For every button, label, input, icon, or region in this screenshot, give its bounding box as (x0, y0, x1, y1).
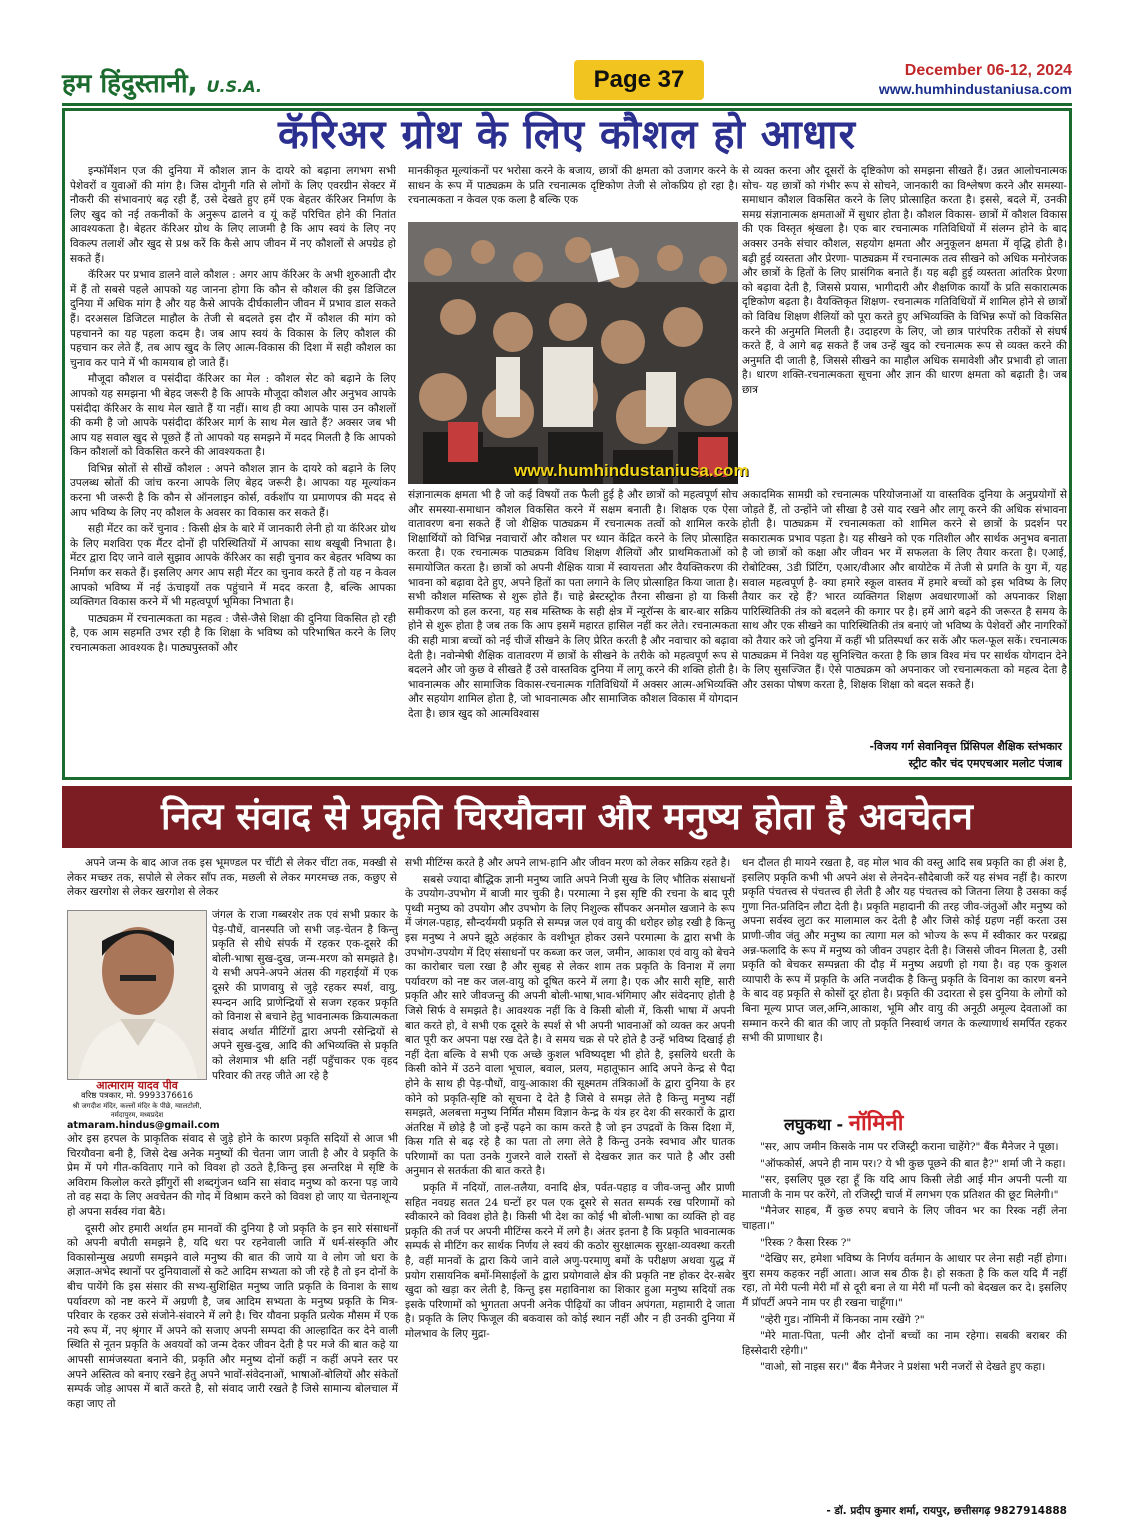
article2-column-2 (405, 856, 735, 1518)
article1-paragraph: से व्यक्त करना और दूसरों के दृष्टिकोण को समझना सीखते हैं। उन्नत आलोचनात्मक सोच- यह छात्रों को गंभीर रूप से सोचने, जानकारी का विश्लेषण करने और समस्या-समाधान कौशल विकसित करने के लिए प्रोत्साहित करता है। इससे, बदले में, उनकी समग्र संज्ञानात्मक क्षमताओं में सुधार होता है। कौशल विकास- छात्रों में कौशल विकास की एक विस्तृत श्रृंखला है। एक बार रचनात्मक गतिविधियों में संलग्न होने के बाद अक्सर उनके संचार कौशल, सहयोग क्षमता और अनुकूलन क्षमता में वृद्धि होती है। बढ़ी हुई व्यस्तता और प्रेरणा- पाठ्यक्रम में रचनात्मक तत्व सीखने को अधिक मनोरंजक और छात्रों के हितों के लिए प्रासंगिक बनाते हैं। यह बढ़ी हुई व्यस्तता आंतरिक प्रेरणा को बढ़ावा देती है, जिससे प्रयास, भागीदारी और शैक्षणिक कार्यों के प्रति सकारात्मक दृष्टिकोण बढ़ता है। वैयक्तिकृत शिक्षण- रचनात्मक गतिविधियों में शामिल होने से छात्रों को विविध शिक्षण शैलियों को पूरा करते हुए अभिव्यक्ति के विभिन्न रूपों को विकसित करने की अनुमति मिलती है। उदाहरण के लिए, जो छात्र पारंपरिक तरीकों से संघर्ष करते हैं, वे आगे बढ़ सकते हैं जब उन्हें खुद को रचनात्मक रूप से व्यक्त करने की अनुमति दी जाती है, जिससे सीखने का माहौल अधिक समावेशी और प्रभावी हो जाता है। धारण शक्ति-रचनात्मकता सूचना और ज्ञान की धारण क्षमता को बढ़ाती है। जब छात्र (742, 165, 1067, 396)
article2-paragraph: सभी मीटिंग्स करते है और अपने लाभ-हानि और जीवन मरण को लेकर सक्रिय रहते है। (405, 857, 731, 869)
article2-beside-photo (212, 908, 398, 1130)
article2-headline: नित्य संवाद से प्रकृति चिरयौवना और मनुष्य होता है अवचेतन (62, 786, 1072, 848)
article2-column-3 (742, 856, 1067, 1108)
website-link[interactable]: www.humhindustaniusa.com (878, 81, 1072, 97)
photo-watermark: www.humhindustaniusa.com (514, 461, 749, 480)
author-caption (67, 1079, 220, 1131)
laghukatha-line: "मेरे माता-पिता, पत्नी और दोनों बच्चों का नाम रहेगा। सबकी बराबर की हिस्सेदारी रहेगी।" (742, 1330, 1067, 1357)
article1-paragraph: संज्ञानात्मक क्षमता भी है जो कई विषयों तक फैली हुई है और छात्रों को महत्वपूर्ण सोच और समस्या-समाधान कौशल विकसित करने में सक्षम बनाती है। शिक्षक एक ऐसा वातावरण बना सकते हैं जो शैक्षिक पाठ्यक्रम में रचनात्मक तत्वों को शामिल करके शिक्षार्थियों को विभिन्न नवाचारों और कौशल पर ध्यान केंद्रित करने के लिए प्रोत्साहित करता है। एक रचनात्मक पाठ्यक्रम विविध शिक्षण शैलियों और प्राथमिकताओं को समायोजित करता है। छात्रों को अपनी शैक्षिक यात्रा में स्वायत्तता और वैयक्तिकरण की भावना को बढ़ावा देते हुए, अपने हितों का पता लगाने के लिए प्रोत्साहित किया जाता है। सभी कौशल मस्तिष्क से शुरू होते हैं। चाहे ब्रेस्टस्ट्रोक तैरना सीखना हो या किसी समीकरण को हल करना, यह सब मस्तिष्क के सही क्षेत्र में न्यूरॉन्स के बार-बार सक्रिय होने से शुरू होता है जब तक कि आप इसमें महारत हासिल नहीं कर लेते। रचनात्मकता की सही मात्रा बच्चों को नई चीजें सीखने के लिए प्रेरित करती है और नवाचार को बढ़ावा देती है। नवोन्मेषी शैक्षिक वातावरण में छात्रों के सीखने के तरीके को महत्वपूर्ण रूप से बदलने और जो कुछ वे सीखते हैं उसे वास्तविक दुनिया में लागू करने की शक्ति होती है। भावनात्मक और सामाजिक विकास-रचनात्मक गतिविधियों में अक्सर आत्म-अभिव्यक्ति और सहयोग शामिल होता है, जो भावनात्मक और सामाजिक कौशल विकास में योगदान देता है। छात्र खुद को आत्मविश्वास (408, 489, 738, 720)
author-address: श्री जगदीश मंदिर, कल्लों मंदिर के पीछे, ग्वालटोली, नर्मदापुरम, मध्यप्रदेश (72, 1102, 202, 1119)
author-photo (67, 910, 207, 1080)
article1-paragraph: सही मेंटर का करें चुनाव : किसी क्षेत्र के बारे में जानकारी लेनी हो या कॅरिअर ग्रोथ के लिए मशविरा एक मैंटर दोनों ही परिस्थितियों में आपका साथ बखूबी निभाता है। मेंटर द्वारा दिए जाने वाले सुझाव आपके कॅरिअर का सही चुनाव कर बेहतर भविष्य का निर्माण कर सकते हैं। इसलिए अगर आप सही मेंटर का चुनाव करते हैं तो यह न केवल आपको भविष्य में नई ऊंचाइयों तक पहुंचाने में मदद करता है, बल्कि आपका व्यक्तिगत विकास करने में भी महत्वपूर्ण भूमिका निभाता है। (70, 523, 396, 609)
laghukatha-line: "सर, आप जमीन किसके नाम पर रजिस्ट्री कराना चाहेंगे?" बैंक मैनेजर ने पूछा। (760, 1141, 1059, 1153)
laghukatha-line: "सर, इसलिए पूछ रहा हूँ कि यदि आप किसी लेडी आई मीन अपनी पत्नी या माताजी के नाम पर करेंगे, तो रजिस्ट्री चार्ज में लगभग एक प्रतिशत की छूट मिलेगी।" (742, 1174, 1067, 1201)
article1-headline: कॅरिअर ग्रोथ के लिए कौशल हो आधार (278, 112, 856, 158)
article1-paragraph: मौजूदा कौशल व पसंदीदा कॅरिअर का मेल : कौशल सेट को बढ़ाने के लिए आपको यह समझना भी बेहद जरूरी है कि आपके मौजूदा कौशल और अनुभव आपके पसंदीदा कॅरिअर के साथ मेल खाते हैं या नहीं। साथ ही क्या आपके पास उन कौशलों की कमी है जो आपके पसंदीदा कॅरिअर मार्ग के साथ मेल खाते हैं? अक्सर जब भी आप यह सवाल खुद से पूछते हैं तो आपको यह समझने में मदद मिलती है कि आपको किन कौशलों को विकसित करने की आवश्यकता है। (70, 373, 396, 459)
laghukatha-line: "रिस्क ? कैसा रिस्क ?" (760, 1236, 852, 1249)
article1-column-1 (70, 164, 396, 776)
laghukatha-label: लघुकथा - (784, 1115, 844, 1134)
article2-paragraph: धन दौलत ही मायने रखता है, वह मोल भाव की वस्तु आदि सब प्रकृति का ही अंश है, इसलिए प्रकृति कभी भी अपने अंश से लेनदेन-सौदेबाजी करें यह संभव नहीं है। कारण प्रकृति पंचतत्त्व से पंचतत्त्व ही लेती है और यह पंचतत्त्व को जितना लिया है उसका कई गुणा नित-प्रतिदिन लौटा देती है। प्रकृति महादानी की तरह जीव-जंतुओं और मनुष्य को अपना सर्वस्व लुटा कर मालामाल कर देती है और जिसे कोई ग्रहण नहीं करता उस प्राणी-जीव जंतु और मनुष्य का त्यागा मल को भोज्य के रूप में स्वीकार कर परब्रह्म अन्न-फलादि के रूप में मनुष्य को जीवन उपहार देती है। जिससे जीवन मिलता है, उसी प्रकृति को बेचकर सम्पन्नता की दौड़ में मनुष्य अग्रणी हो गया है। वह एक कुशल व्यापारी के रूप में प्रकृति के अति नजदीक है किन्तु प्रकृति के विनाश का कारण बनने के बाद वह प्रकृति से कोसों दूर होता है। प्रकृति की उदारता से इस दुनिया के लोगों को बिना मूल्य प्राप्त जल,अग्नि,आकाश, भूमि और वायु की अनूठी अमूल्य देवताओं का सम्मान करने की बात की जाए तो प्रकृति निस्वार्थ जगत के कल्याणार्थ समर्पित रहकर सभी की प्राणाधार है। (742, 857, 1067, 1045)
article2-paragraph: जंगल के राजा गब्बरशेर तक एवं सभी प्रकार के पेड़-पौधें, वानस्पति जो सभी जड़-चेतन है किन्तु प्रकृति से सीधे संपर्क में रहकर एक-दूसरे की बोली-भाषा सुख-दुख, जन्म-मरण को समझते है। ये सभी अपने-अपने अंतस की गहराईयों में एक दूसरे की प्राणवायु से जुड़े रहकर स्पर्श, वायु, स्पन्दन आदि प्राणेन्द्रियों से सजग रहकर प्रकृति को विनाश से बचाने हेतु भावनात्मक क्रियात्मकता संवाद अर्थात मीटिंगों द्वारा अपनी रसेन्द्रियों से अपने सुख-दुख, आदि की अभिव्यक्ति से प्रकृति को लेशमात्र भी क्षति नहीं पहुँचाकर एक वृहद परिवार की तरह जीते आ रहे है (212, 909, 398, 1082)
masthead-rule (62, 103, 1072, 106)
crowd-photo (408, 222, 738, 484)
article1-column-2-bottom (408, 488, 738, 776)
article2-paragraph: अपने जन्म के बाद आज तक इस भूमण्डल पर चींटी से लेकर चींटा तक, मक्खी से लेकर मच्छर तक, सपोले से लेकर साँप तक, मछली से लेकर मगरमच्छ तक, कछुए से लेकर खरगोश से लेकर खरगोश से लेकर (67, 857, 397, 899)
author-name: आत्माराम यादव पीव (96, 1079, 178, 1092)
article1-byline-line1: -विजय गर्ग सेवानिवृत्त प्रिंसिपल शैक्षिक स्तंभकार (869, 740, 1062, 753)
article2-paragraph: दूसरी ओर हमारी अर्थात हम मानवों की दुनिया है जो प्रकृति के इन सारे संसाधनों को अपनी बपौती समझने है, यदि धरा पर रहनेवाली जाति में धर्म-संस्कृति और विकासोन्मुख अग्रणी समझने वाले मनुष्य की बात की जाये या वे लोग जो धरा के अज्ञात-अभेद स्थानों पर दुनियावालों से कटे आदिम सभ्यता को जी रहे है तो इन दोनों के बीच पायेंगे कि इस संसार की सभ्य-सुशिक्षित मनुष्य जाति प्रकृति के विनाश के साथ पर्यावरण को नष्ट करने में अग्रणी है, जब आदिम सभ्यता के मनुष्य प्रकृति के मित्र-परिवार के रहकर उसे संजोने-संवारने में लगे है। चिर यौवना प्रकृति प्रत्येक मौसम में एक नये रूप में, नए श्रृंगार में अपने को सजाए अपनी सम्पदा की आल्हादित कर देने वाली स्थिति से नूतन प्रकृति के अवयवों को जन्म देकर जीवन देती है पर मजे की बात कहे या आपसी सामंजस्यता बनाने की, प्रकृति और मनुष्य दोनों कहीं न कहीं अपने स्तर पर अपने अस्तित्व को बनाए रखने हेतु अपने भावों-संवेदनाओं, भाषाओं-बोलियों और संकेतों सम्पर्क जोड़ आपस में बातें करते है, सो संवाद जारी रखते है जिसे सामान्य बोलचाल में कहा जाए तो (67, 1222, 398, 1410)
issue-date-block (879, 62, 1072, 98)
laghukatha-story (742, 1140, 1067, 1500)
article1-byline-line2: स्ट्रीट कौर चंद एमएचआर मलोट पंजाब (908, 757, 1062, 770)
laghukatha-line: "मैनेजर साहब, मैं कुछ रुपए बचाने के लिए जीवन भर का रिस्क नहीं लेना चाहता।" (742, 1205, 1067, 1232)
author-portrait-illustration (68, 911, 207, 1080)
laghukatha-line: "वाओ, सो नाइस सर।" बैंक मैनेजर ने प्रशंसा भरी नजरों से देखते हुए कहा। (760, 1361, 1046, 1374)
newspaper-name: हम हिंदुस्तानी, U.S.A. (62, 69, 262, 99)
laghukatha-line: "ऑफकोर्स, अपने ही नाम पर।? ये भी कुछ पूछने की बात है?" शर्मा जी ने कहा। (760, 1157, 1066, 1170)
article1-column-3-bottom (742, 488, 1067, 736)
article1-paragraph: मानकीकृत मूल्यांकनों पर भरोसा करने के बजाय, छात्रों की क्षमता को उजागर करने के साधन के रूप में पाठ्यक्रम के प्रति रचनात्मक दृष्टिकोण तेजी से लोकप्रिय हो रहा है। रचनात्मकता न केवल एक कला है बल्कि एक (408, 165, 738, 207)
masthead (62, 60, 1072, 102)
article1-paragraph: अकादमिक सामग्री को रचनात्मक परियोजनाओं या वास्तविक दुनिया के अनुप्रयोगों से जोड़ते हैं, तो उन्होंने जो सीखा है उसे याद रखने और लागू करने की अधिक संभावना होती है। पाठ्यक्रम में रचनात्मकता को शामिल करने से छात्रों के प्रदर्शन पर सकारात्मक प्रभाव पड़ता है। यह सीखने को एक गतिशील और सार्थक अनुभव बनाता है जो छात्रों को कक्षा और जीवन भर में सफलता के लिए तैयार करता है। एआई, रोबोटिक्स, 3डी प्रिंटिंग, एआर/वीआर और बायोटेक में तेजी से प्रगति के युग में, यह सवाल महत्वपूर्ण है- क्या हमारे स्कूल वास्तव में हमारे बच्चों को इस भविष्य के लिए तैयार कर रहे हैं? भारत व्यक्तिगत शिक्षण अवधारणाओं को अपनाकर शिक्षा पारिस्थितिकी तंत्र को बदलने की कगार पर है। हमें आगे बढ़ने की जरूरत है समय के साथ और एक सीखने का पारिस्थितिकी तंत्र बनाएं जो भविष्य के पेशेवरों और नागरिकों को तैयार करे जो दुनिया में कहीं भी प्रतिस्पर्धा कर सकें और फल-फूल सकें। रचनात्मक पाठ्यक्रम में निवेश यह सुनिश्चित करता है कि छात्र विश्व मंच पर सार्थक योगदान देने के लिए सुसज्जित हैं। ऐसे पाठ्यक्रम को अपनाकर जो रचनात्मकता को महत्व देता है और उसका पोषण करता है, शिक्षक शिक्षा को बदल सकते हैं। (742, 489, 1067, 691)
laghukatha-heading (784, 1110, 903, 1138)
article1-column-2-top (408, 164, 738, 222)
article2-byline: - डॉ. प्रदीप कुमार शर्मा, रायपुर, छत्तीसगढ़ 9827914888 (826, 1505, 1067, 1517)
laghukatha-line: "देखिए सर, हमेशा भविष्य के निर्णय वर्तमान के आधार पर लेना सही नहीं होगा। बुरा समय कहकर नहीं आता। आज सब ठीक है। हो सकता है कि कल यदि मैं नहीं रहा, तो मेरी पत्नी मेरी माँ से दूरी बना ले या मेरी माँ पत्नी को बेदखल कर दे। इसलिए मैं प्रॉपर्टी अपने नाम पर ही रखना चाहूँगा।" (742, 1253, 1067, 1309)
article1-paragraph: विभिन्न स्रोतों से सीखें कौशल : अपने कौशल ज्ञान के दायरे को बढ़ाने के लिए उपलब्ध स्रोतों की जांच करना आपके लिए बेहद जरूरी है। आपका यह मूल्यांकन करना भी जरूरी है कि कौन से ऑनलाइन कोर्स, वर्कशॉप या प्रमाणपत्र की मदद से आप भविष्य के लिए नए कौशल के अवसर का विकास कर सकते हैं। (70, 462, 396, 519)
article1-paragraph: इन्फॉर्मेशन एज की दुनिया में कौशल ज्ञान के दायरे को बढ़ाना लगभग सभी पेशेवरों व युवाओं की मांग है। जिस दोगुनी गति से लोगों के लिए एवरग्रीन सेक्टर में नौकरी की संभावनाएं बढ़ रही हैं, उसे देखते हुए हमें एक बेहतर कॅरिअर निर्माण के लिए खुद को नई तकनीकों के अनुरूप ढालने व यूं कहें परिचित होने की नितांत आवश्यकता है। बेहतर कॅरिअर ग्रोथ के लिए लाजमी है कि आप स्वयं के लिए नए विकल्प तलाशें और खुद से प्रश्न करें कि कैसे आप जीवन में नए कौशलों से अपग्रेड हो सकते हैं। (70, 165, 396, 265)
author-title: वरिष्ठ पत्रकार, मो. 9993376616 (80, 1091, 193, 1101)
article2-paragraph: प्रकृति में नदियों, ताल-तलैया, वनादि क्षेत्र, पर्वत-पहाड़ व जीव-जन्तु और प्राणी सहित नवग्रह सतत 24 घन्टों हर पल एक दूसरे से सतत सम्पर्क रख परिणामों को स्वीकारने को विवश होते है। किसी भी देश का कोई भी बोली-भाषा का व्यक्ति हो वह प्रकृति की तर्ज पर अपनी मीटिंग्स करने में लगे है। अंतर इतना है कि प्रकृति भावनात्मक सम्पर्क से मीटिंग कर सार्थक निर्णय ले स्वयं की कठोर सुरक्षात्मक सुरक्षा-व्यवस्था करती है, वहीं मानवों के द्वारा किये जाने वाले अणु-परमाणु बमों के परीक्षण अथवा युद्ध में प्रयोग रासायनिक बमों-मिसाईलों के द्वारा प्रयोगवाले क्षेत्र की प्रकृति नष्ट होकर देर-सबेर खुदा को खड़ा कर लेती है, किन्तु इस महाविनाश का शिकार हुआ मनुष्य सदियों तक इसके परिणामों को भुगतता अपनी अनेक पीढ़ियों का जीवन अपंगता, महामारी दे जाता है। प्रकृति के लिए फिजूल की बकवास को कोई स्थान नहीं और न ही उनकी दुनिया में मोलभाव के लिए मुद्रा- (405, 1182, 735, 1340)
newspaper-usa: U.S.A. (206, 77, 262, 96)
article1-byline (742, 738, 1062, 772)
crowd-photo-illustration (408, 222, 738, 484)
article2-paragraph: ओर इस हरपल के प्राकृतिक संवाद से जुड़े होने के कारण प्रकृति सदियों से आज भी चिरयौवना बनी है, जिसे देख अनेक मनुष्यों की चेतना जाग जाती है और वे प्रकृति के प्रेम में पगे गीत-कविताए गाने को विवश हो उठते है,किन्तु इस अन्तरिक्ष मे सृष्टि के अविराम किलोल करते झींगुरों सी शब्दगुंजन ध्वनि सा संवाद मनुष्य को करना पड़ जाये तो वह सदा के लिए अवचेतन की गोद में विश्राम करने को विवश हो जाए या चेतनाशून्य हो अपना सर्वस्व गंवा बैठे। (67, 1133, 398, 1218)
page-number: Page 37 (574, 60, 704, 100)
laghukatha-title: नॉमिनी (848, 1111, 904, 1136)
article1-paragraph: पाठ्यक्रम में रचनात्मकता का महत्व : जैसे-जैसे शिक्षा की दुनिया विकसित हो रही है, एक आम सहमति उभर रही है कि शिक्षा के भविष्य को परिभाषित करने के लिए रचनात्मकता आवश्यक है। पाठ्यपुस्तकों और (70, 612, 396, 654)
laghukatha-line: "व्हेरी गुड। नॉमिनी में किनका नाम रखेंगे ?" (760, 1313, 925, 1326)
issue-date: December 06-12, 2024 (904, 62, 1072, 79)
article1-column-3-top (742, 164, 1067, 484)
author-email[interactable]: atmaram.hindus@gmail.com (67, 1120, 220, 1131)
article2-paragraph: सबसे ज्यादा बौद्धिक ज्ञानी मनुष्य जाति अपने निजी सुख के लिए भौतिक संसाधनों के उपयोग-उपभोग में बाजी मार चुकी है। परमात्मा ने इस सृष्टि की रचना के बाद पूरी पृथ्वी मनुष्य को उपयोग और उपभोग के लिए निशुल्क सौंपकर अनमोल खजाने के रूप में जंगल-पहाड़, सौन्दर्यमयी प्रकृति से सम्पन्न जल एवं वायु की धरोहर छोड़ रखी है किन्तु इस मनुष्य ने अपने झूठे अहंकार के वशीभूत होकर उसने परमात्मा के द्वारा सभी के उपभोग-उपयोग में दिए संसाधनों पर कब्जा कर जल, जमीन, आकाश एवं वायु को बेचने का कारोबार चला रखा है और सुबह से लेकर शाम तक प्रकृति के विनाश में लगा पर्यावरण को नष्ट कर जल-वायु को दूषित करने में लगा है। एक और सारी सृष्टि, सारी प्रकृति और सारे जीवजन्तु की अपनी बोली-भाषा,भाव-भंगिमाए और संवेदनाए होती है जिसे सिर्फ वे समझते है। आवश्यक नहीं कि वे किसी बोली में, किसी भाषा में अपनी बात करते हो, वे सभी एक दूसरे के स्पर्श से भी अपनी भावनाओं को व्यक्त कर अपनी बात पूरी कर अपना पक्ष रख देते है। वे समय चक्र से परे होते है उन्हें भविष्य दिखाई ही नहीं देता बल्कि वे सभी एक अच्छे कुशल भविष्यदृष्टा भी होते है, इसलिये धरती के किसी कोने में उठने वाला भूचाल, बवाल, प्रलय, महातूफान आदि अपने केन्द्र से पैदा होने के साथ ही पेड़-पौधों, वायु-आकाश की सूक्ष्मतम तंत्रिकाओं के द्वारा दुनिया के हर कोने को प्रकृति-सृष्टि को सूचना दे देते है जिसे वे समझ लेते है किन्तु मनुष्य नहीं समझते, अलबत्ता मनुष्य निर्मित मौसम विज्ञान केन्द्र के यंत्र हर देश की सरकारों के द्वारा अंतरिक्ष में छोड़े है जो इन्हें पढ़ने का काम करते है जो इन उपद्रवों के किस दिशा में, किस गति से बढ़ रहे है का पता तो लगा लेते है किन्तु उनके स्वभाव और घातक परिणामों का पता उनके गुजरने वाले रास्तों से देखकर ज्ञात कर पाते है और उसी अनुमान से सतर्कता की बात करते है। (405, 873, 735, 1178)
article2-column-1 (67, 1132, 398, 1518)
article1-paragraph: कॅरिअर पर प्रभाव डालने वाले कौशल : अगर आप कॅरिअर के अभी शुरुआती दौर में हैं तो सबसे पहले आपको यह जानना होगा कि कौन से कौशल की इस डिजिटल दुनिया में अधिक मांग है और यह कैसे आपके दीर्घकालीन जीवन में प्रभाव डाल सकते हैं। दरअसल डिजिटल माहौल के तेजी से बदलते इस दौर में कौशल की मांग को पहचानने का यह पहला कदम है। जब आप स्वयं के विकास के लिए कौशल की पहचान कर लेते हैं, तब आप खुद के लिए आत्म-विकास की दिशा में सही कौशल का चुनाव कर पाने में भी कामयाब हो जाते हैं। (70, 269, 396, 369)
article2-intro (67, 856, 397, 908)
